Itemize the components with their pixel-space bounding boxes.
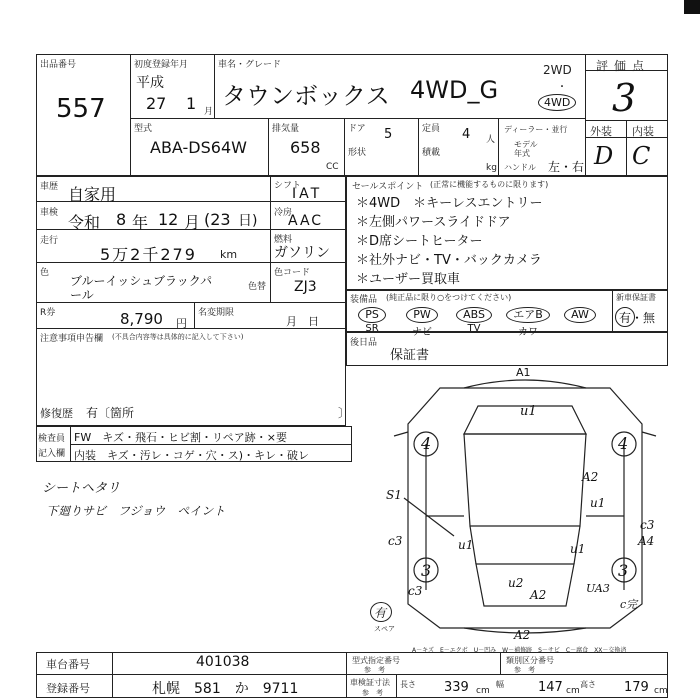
reg-month-unit: 月 xyxy=(204,107,214,117)
displacement: 658 xyxy=(290,138,321,157)
ext-score: D xyxy=(594,142,614,170)
expiry-unit: 月 日 xyxy=(286,315,319,328)
inspector-row1: FW キズ・飛石・ヒビ割・リペア跡・×要 xyxy=(74,431,287,444)
ext-label: 外装 xyxy=(590,125,612,138)
color-change-label: 色替 xyxy=(248,282,267,292)
history: 自家用 xyxy=(68,185,117,204)
corner-mark xyxy=(684,0,700,14)
dealer-label: ディーラー・並行 xyxy=(504,125,568,134)
fuel: ガソリン xyxy=(274,245,330,261)
diag-a4: A4 xyxy=(638,534,655,548)
doors: 5 xyxy=(384,127,393,142)
repair: 有〔箇所 xyxy=(86,406,135,420)
equip-ps-circle: PS xyxy=(358,307,386,323)
mileage: 5万2千279 xyxy=(100,245,197,264)
handwritten-note-1: シートヘタリ xyxy=(42,481,121,496)
class-label: 型式指定番号 xyxy=(352,656,400,665)
inspection-month-unit: 月 xyxy=(184,213,201,232)
sales-item: ＊左側パワースライドドア xyxy=(356,215,511,230)
load-unit: kg xyxy=(486,163,497,173)
warranty: 有・無 xyxy=(619,311,656,325)
ref-1: 参 考 xyxy=(364,666,385,674)
diag-s1: S1 xyxy=(386,488,402,502)
lot-label: 出品番号 xyxy=(40,60,77,70)
equip-sr: SR xyxy=(365,323,379,334)
name-grade-label: 車名・グレード xyxy=(218,60,282,70)
plate: 札幌 581 か 9711 xyxy=(152,681,299,697)
equip-aw-circle: AW xyxy=(564,307,596,323)
inspector-label-1: 検査員 xyxy=(38,434,66,444)
equipment-label: 装備品 xyxy=(350,295,378,305)
handle-label: ハンドル xyxy=(504,163,536,172)
diag-a2-low: A2 xyxy=(530,588,547,602)
diag-a2-right: A2 xyxy=(582,470,599,484)
plate-label: 登録番号 xyxy=(46,682,90,695)
color-code-label: 色コード xyxy=(274,268,311,278)
first-reg-label: 初度登録年月 xyxy=(134,60,189,70)
later-label: 後日品 xyxy=(350,338,378,348)
handwritten-note-2: 下廻りサビ フジョウ ペイント xyxy=(46,504,226,518)
diag-u1-mid2: u1 xyxy=(570,542,586,556)
diag-u1-top: u1 xyxy=(520,404,537,419)
diag-ua3: UA3 xyxy=(586,582,610,595)
sales-item: ＊4WD ＊キーレスエントリー xyxy=(356,196,543,211)
equip-navi: ナビ xyxy=(412,327,432,338)
grade: 4WD_G xyxy=(410,76,499,104)
model-year-label: モデル 年式 xyxy=(514,140,538,158)
color-line1: ブルーイッシュブラックパ xyxy=(70,274,213,288)
diag-a1: A1 xyxy=(516,366,531,379)
mileage-unit: km xyxy=(220,248,238,261)
era: 平成 xyxy=(136,75,164,91)
inspection-day-unit: 日) xyxy=(238,213,258,229)
model-label: 型式 xyxy=(134,124,153,134)
equip-airbag-circle: エアB xyxy=(506,307,550,323)
ac-label: 冷房 xyxy=(274,208,293,218)
sales-label: セールスポイント xyxy=(352,182,424,192)
reg-month: 1 xyxy=(186,94,197,113)
chassis-label: 車台番号 xyxy=(46,658,90,671)
diag-a2-bottom: A2 xyxy=(514,628,531,642)
diag-spare-circ: 有 xyxy=(374,606,387,620)
inspection-label: 車検 xyxy=(40,208,59,218)
width: 147 xyxy=(538,680,563,695)
diag-u1-right: u1 xyxy=(590,496,606,510)
diag-spare-label: スペア xyxy=(374,625,395,633)
shift: IAT xyxy=(292,186,323,202)
repair-close: 〕 xyxy=(338,406,351,420)
diag-c3-right: c3 xyxy=(640,518,655,532)
recycle: 8,790 xyxy=(120,310,163,328)
diag-u1-mid: u1 xyxy=(458,538,474,552)
repair-label: 修復歴 xyxy=(40,407,73,420)
capacity-unit: 人 xyxy=(486,135,496,145)
notes-label: 注意事項申告欄 xyxy=(40,334,104,344)
diag-4-left: 4 xyxy=(421,434,432,453)
int-label: 内装 xyxy=(632,125,654,138)
drive-4wd-circled xyxy=(538,94,576,111)
expiry-label: 名変期限 xyxy=(198,308,235,318)
capacity-label: 定員 xyxy=(422,124,441,134)
lot-number: 557 xyxy=(56,94,106,124)
load-label: 積載 xyxy=(422,148,441,158)
equipment-sub: (純正品に限り○をつけてください) xyxy=(386,293,512,302)
ac: AAC xyxy=(288,213,324,229)
recycle-label: R券 xyxy=(40,308,56,318)
diag-3-right: 3 xyxy=(618,561,629,580)
sales-list xyxy=(356,194,543,289)
sales-sub: (正常に機能するものに限ります) xyxy=(430,180,549,189)
shape-label: 形状 xyxy=(348,148,367,158)
drive-dot: ・ xyxy=(557,82,567,93)
later-value: 保証書 xyxy=(390,348,430,363)
int-score: C xyxy=(632,142,651,170)
height-label: 高さ xyxy=(580,680,596,689)
ref-3: 参 考 xyxy=(362,689,383,697)
sales-item: ＊ユーザー買取車 xyxy=(356,272,461,287)
disp-unit: CC xyxy=(326,162,339,172)
chassis: 401038 xyxy=(196,654,250,670)
notes-sub: (不具合内容等は具体的に記入して下さい) xyxy=(112,333,244,341)
color-code: ZJ3 xyxy=(294,279,317,295)
inspection-year: 8 xyxy=(116,210,127,229)
height: 179 xyxy=(624,680,649,695)
diag-4-right: 4 xyxy=(618,434,629,453)
mileage-label: 走行 xyxy=(40,236,59,246)
color-label: 色 xyxy=(40,268,50,278)
warranty-label: 新車保証書 xyxy=(616,293,656,302)
cert-label: 車検証寸法 xyxy=(350,678,390,687)
equip-abs-circle: ABS xyxy=(456,307,492,323)
ref-2: 参 考 xyxy=(514,666,535,674)
score-value: 3 xyxy=(612,76,637,120)
drive-2wd: 2WD xyxy=(543,63,572,77)
disp-label: 排気量 xyxy=(272,124,300,134)
length: 339 xyxy=(444,680,469,695)
capacity: 4 xyxy=(462,127,471,142)
equip-pw-circle: PW xyxy=(406,307,438,323)
width-label: 幅 xyxy=(496,680,504,689)
diag-c3-low: c3 xyxy=(408,584,423,598)
diag-3-left: 3 xyxy=(421,561,432,580)
model: ABA-DS64W xyxy=(150,138,247,157)
equip-leather: カワ xyxy=(518,327,538,338)
height-unit: cm xyxy=(654,686,668,696)
reg-year: 27 xyxy=(146,94,167,113)
inspector-label-2: 記入欄 xyxy=(38,449,66,459)
inspection-day: (23 xyxy=(204,210,231,229)
length-unit: cm xyxy=(476,686,490,696)
sales-item: ＊社外ナビ・TV・バックカメラ xyxy=(356,253,542,268)
shift-label: シフト xyxy=(274,181,302,191)
width-unit: cm xyxy=(566,686,580,696)
inspection-month: 12 xyxy=(158,210,179,229)
score-label: 評価点 xyxy=(596,59,651,73)
diag-legend: A－キズ E－エクボ U－凹み W－補修跡 S－サビ C－腐食 XX－交換済 xyxy=(412,647,627,654)
length-label: 長さ xyxy=(400,680,416,689)
inspection-year-unit: 年 xyxy=(132,213,149,232)
diag-u2: u2 xyxy=(508,576,524,590)
drive-4wd: 4WD xyxy=(544,96,571,109)
equip-tv: TV xyxy=(467,323,481,334)
car-name: タウンボックス xyxy=(222,82,390,110)
sales-item: ＊D席シートヒーター xyxy=(356,234,483,249)
cat-label: 類別区分番号 xyxy=(506,656,554,665)
inspector-row2: 内装 キズ・汚レ・コゲ・穴・ス)・キレ・破レ xyxy=(74,449,309,462)
diag-c3-left: c3 xyxy=(388,534,403,548)
history-label: 車歴 xyxy=(40,182,59,192)
door-label: ドア xyxy=(348,124,366,134)
color-line2: ール xyxy=(70,288,94,302)
diag-c-ne: c完 xyxy=(620,598,638,611)
handle: 左・右 xyxy=(548,160,585,174)
inspection-era: 令和 xyxy=(68,213,101,232)
recycle-unit: 円 xyxy=(176,317,187,330)
fuel-label: 燃料 xyxy=(274,235,293,245)
